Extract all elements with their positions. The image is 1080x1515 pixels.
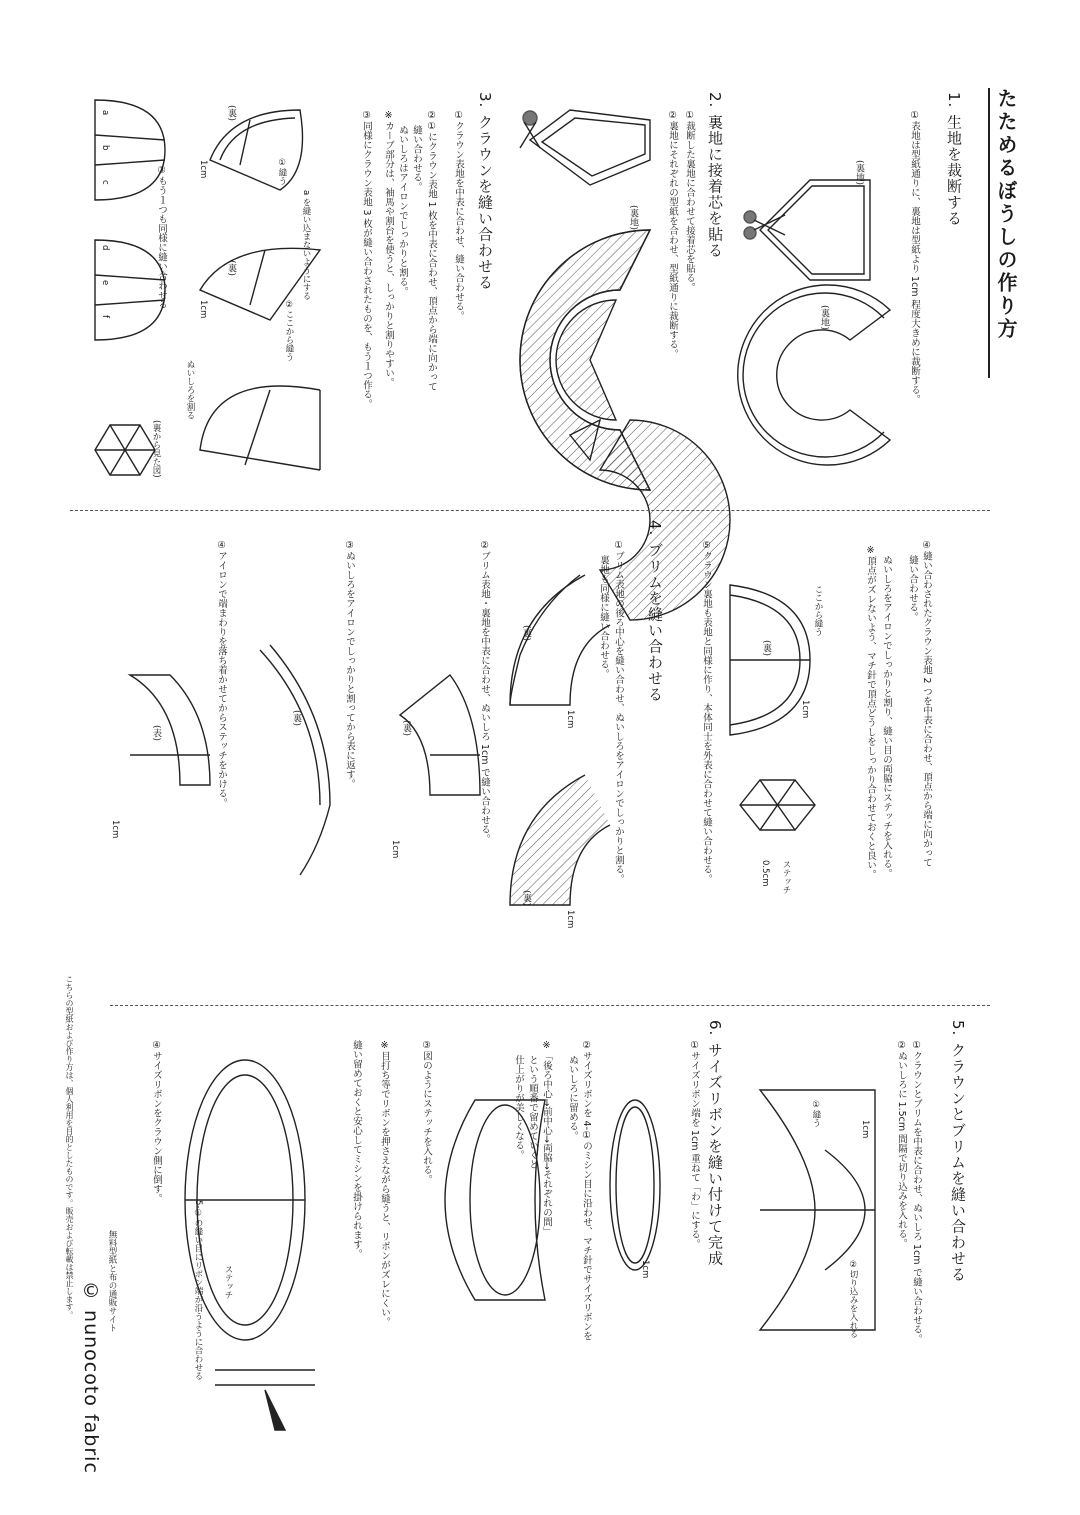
section3b-crown-illustration [720, 575, 870, 905]
section2-step2: ②裏地にそれぞれの型紙を合わせ、型紙通りに裁断する。 [667, 110, 678, 359]
section3-label-view-back: (裏から見た図) [151, 420, 161, 478]
footer-notice: こちらの型紙および作り方は、個人利用を目的としたものです。販売および転載は禁止します。 [65, 975, 74, 1319]
section3b-label-ura: (裏) [761, 640, 771, 657]
section3-step2a: ②①にクラウン表地 1 枚を中表に合わせ、頂点から端に向かって [426, 110, 437, 392]
section4-heading: 4. ブリムを縫い合わせる [646, 520, 664, 703]
section3-letter-f: f [100, 315, 110, 318]
section6-note1a: ※「後ろ中心→前中心→両脇→それぞれの間」 [541, 1040, 552, 1237]
section6-label-align: 5-①の縫い目にリボン端が沿うように合わせる [193, 1200, 203, 1380]
section3-letter-d: d [100, 245, 110, 251]
scissors-icon [510, 110, 550, 150]
section6-step1: ①サイズリボン端を 1cm 重ねて「わ」にする。 [689, 1040, 700, 1249]
section6-label-stitch: ステッチ [223, 1265, 233, 1299]
section3-label-sew1: ①縫う [277, 158, 287, 185]
section3-label-press: ぬいしろを割る [185, 360, 195, 420]
section4-step4: ④アイロンで端まわりを落ち着かせてからステッチをかける。 [216, 540, 227, 808]
section3b-step4a: ④縫い合わされたクラウン表地 2 つを中表に合わせ、頂点から端に向かって [921, 540, 932, 868]
section6-note1b: という順番で留めていくと [527, 1055, 538, 1169]
section4-label-ura4: (裏) [291, 710, 301, 727]
section3-letter-a: a [100, 110, 110, 116]
section3-step2c: ぬいしろはアイロンでしっかりと割る。 [397, 125, 408, 296]
section4-label-1cm-a: 1cm [565, 710, 575, 729]
scissors-icon [740, 205, 790, 245]
section5-step1: ①クラウンとブリムを中表に合わせ、ぬいしろ 1cm で縫い合わせる。 [911, 1040, 922, 1344]
section6-step2a: ②サイズリボンを 4-①のミシン目に沿わせ、マチ針でサイズリボンを [581, 1040, 592, 1341]
section3b-step4b: 縫い合わせる。 [907, 555, 918, 622]
section3b-step4c: ぬいしろをアイロンでしっかりと割り、縫い目の両脇にステッチを入れる。 [881, 555, 892, 878]
section6-note2a: ※目打ち等でリボンを押さえながら縫うと、リボンがズレにくい。 [379, 1040, 390, 1327]
page-title: たためるぼうしの作り方 [994, 88, 1018, 341]
section2-step1: ①裁断した裏地に合わせて接着芯を貼る。 [684, 110, 695, 292]
section3b-label-from: ここから縫う [813, 585, 823, 636]
section4-label-1cm-b: 1cm [565, 910, 575, 929]
section3b-label-1cm: 1cm [800, 700, 810, 719]
section4-step1b: 裏地も同様に縫い合わせる。 [598, 555, 609, 679]
section3-label-no-fold: a を縫い込まないようにする [301, 190, 311, 300]
section3b-note: ※頂点がズレないよう、マチ針で頂点どうしをしっかり合わせておくと良い。 [865, 545, 876, 879]
section3-step3: ③同様にクラウン表地 3 枚が縫い合わされたものを、もう１つ作る。 [361, 110, 372, 409]
section5-label-sew: ①縫う [811, 1100, 821, 1127]
footer-tagline: 無料型紙と布の通販サイト [107, 1230, 117, 1332]
section4-step3: ③ぬいしろをアイロンでしっかりと割ってから表に返す。 [344, 540, 355, 789]
section3-crown-illustration [170, 90, 330, 510]
section4-label-ura1: (裏) [521, 625, 531, 642]
section5-label-cut: ②切り込みを入れる [848, 1260, 858, 1338]
section6-step2b: ぬいしろに留める。 [567, 1055, 578, 1141]
section3-letter-e: e [100, 280, 110, 286]
section3-label-1cm-a: 1cm [198, 160, 208, 179]
section4-label-ura2: (裏) [521, 890, 531, 907]
section4-label-1cm-c: 1cm [390, 840, 400, 859]
section3-label-ura1: (裏) [226, 105, 236, 122]
section3-letter-b: b [100, 145, 110, 151]
section3b-step5: ⑤クラウン裏地も表地と同様に作り、本体同士を外表に合わせて縫い合わせる。 [701, 540, 712, 884]
section6-step4: ④サイズリボンをクラウン側に倒す。 [151, 1040, 162, 1203]
section3-label-sew-from: ②ここから縫う [284, 300, 294, 361]
section6-heading: 6. サイズリボンを縫い付けて完成 [706, 1020, 724, 1267]
section5-step2: ②ぬいしろに 1.5cm 間隔で切り込みを入れる。 [896, 1040, 907, 1249]
section4-label-omote: (表) [151, 725, 161, 742]
section3-label-1cm-b: 1cm [198, 300, 208, 319]
section1-heading: 1. 生地を裁断する [945, 92, 963, 227]
title-underline [988, 88, 990, 378]
divider-1 [70, 510, 990, 511]
section3-step1: ①クラウン表地を中表に合わせ、縫い合わせる。 [453, 110, 464, 321]
section5-label-1cm: 1cm [860, 1120, 870, 1139]
section6-ribbon-illustration [395, 1090, 675, 1320]
section1-cut-illustration [700, 150, 900, 450]
section4-label-ura3: (裏) [401, 720, 411, 737]
section3-label-ura2: (裏) [226, 260, 236, 277]
section3-step4: ③もう１つも同様に縫い合わせる [156, 165, 167, 309]
section2-fusing-illustration [500, 90, 670, 510]
section6-note2b: 縫い留めておくと安心してミシンを掛けられます。 [351, 1040, 362, 1259]
section2-label-lining: (裏地) [628, 205, 638, 231]
footer-brand: © nunocoto fabric [80, 1280, 102, 1474]
section4-step2: ②ブリム表地・裏地を中表に合わせ、ぬいしろ 1cm で縫い合わせる。 [479, 540, 490, 844]
section1-label-lining-b: (裏地) [819, 305, 829, 331]
section3b-label-05cm: 0.5cm [760, 860, 770, 887]
section1-label-lining-a: (裏地) [854, 160, 864, 186]
section2-heading: 2. 裏地に接着芯を貼る [706, 92, 724, 259]
section3-letter-c: c [100, 180, 110, 185]
section4-label-1cm-d: 1cm [110, 820, 120, 839]
section6-step3: ③図のようにステッチを入れる。 [421, 1040, 432, 1184]
section6-label-1cm: 1cm [640, 1260, 650, 1279]
section4-brim-illustration [100, 555, 590, 935]
section3-heading: 3. クラウンを縫い合わせる [476, 92, 494, 291]
section3-note1: ※カーブ部分は、袖馬や割台を使うと、しっかりと割りやすい。 [383, 110, 394, 387]
section6-note1c: 仕上がりが美しくなる。 [513, 1055, 524, 1160]
divider-2 [110, 1005, 990, 1006]
section3b-label-stitch: ステッチ [781, 860, 791, 894]
section5-heading: 5. クラウンとブリムを縫い合わせる [949, 1020, 967, 1283]
section3-step2b: 縫い合わせる。 [411, 125, 422, 192]
section4-step1: ①ブリム表地の後ろ中心を縫い合わせ、ぬいしろをアイロンでしっかりと割る。 [613, 540, 624, 884]
section1-step1: ①表地は型紙通りに、裏地は型紙より 1cm 程度大きめに裁断する。 [909, 110, 920, 405]
